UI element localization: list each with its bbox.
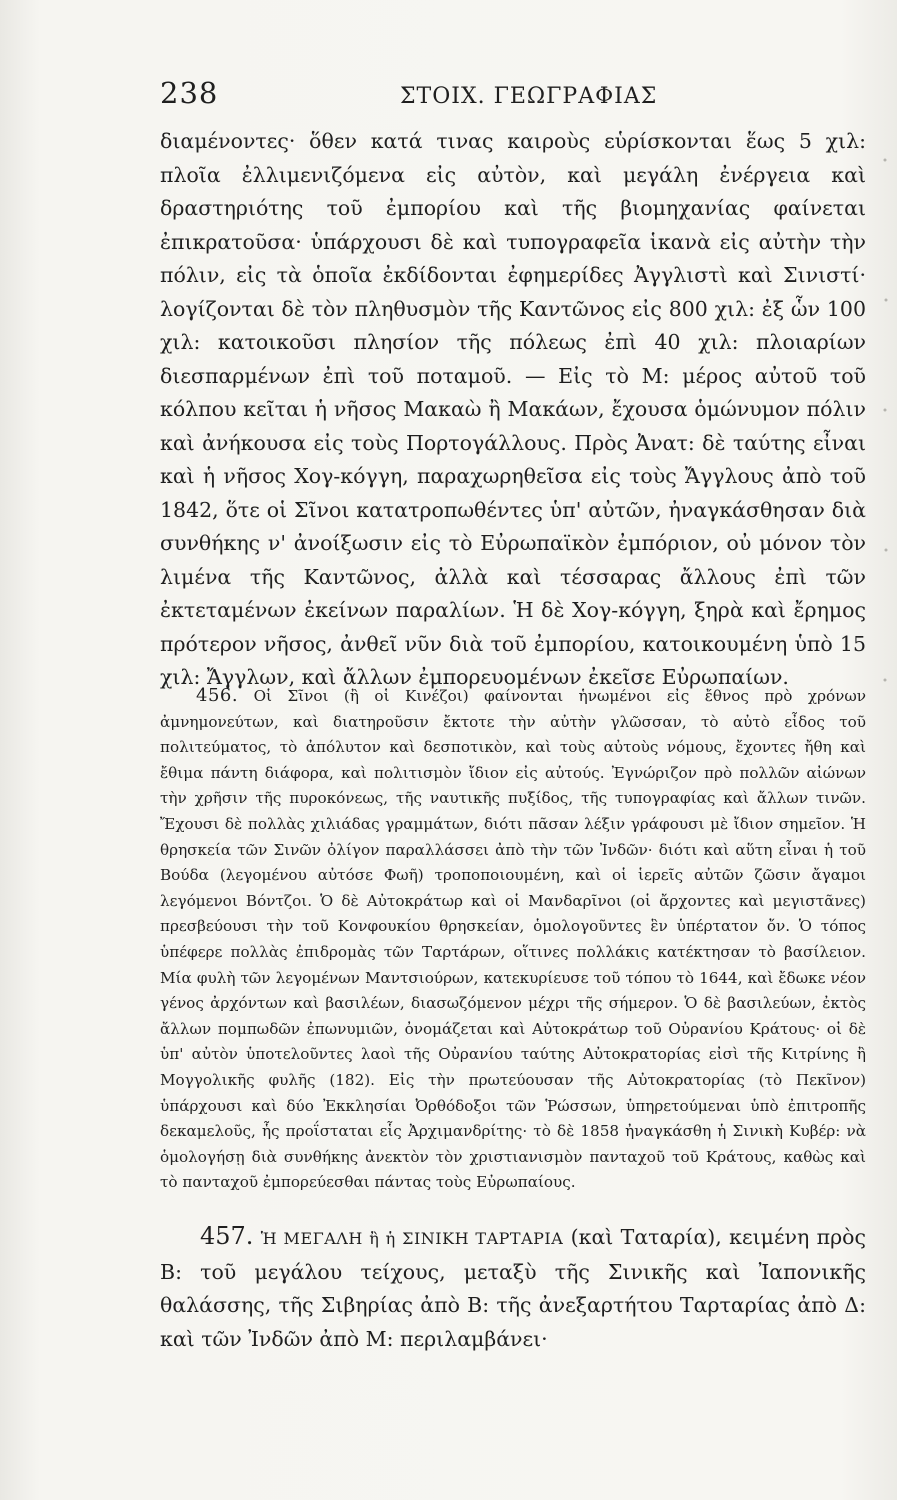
page-number: 238	[160, 76, 219, 110]
section-457-paragraph	[160, 1220, 866, 1356]
page-edge-marks	[879, 120, 891, 720]
section-456	[160, 683, 866, 1196]
main-paragraph-block	[160, 125, 866, 695]
section-457	[160, 1220, 866, 1356]
section-456-text: Οἱ Σῖνοι (ἢ οἱ Κινέζοι) φαίνονται ἡνωμένοι εἰς ἔθνος πρὸ χρόνων ἀμνημονεύτων, καὶ διατηροῦσιν ἔκτοτε τὴν αὐτὴν γλῶσσαν, τὸ αὐτὸ εἶδος τοῦ πολιτεύματος, τὸ ἀπόλυτον καὶ δεσποτικὸν, καὶ τοὺς αὐτοὺς νόμους, ἔχοντες ἤθη καὶ ἔθιμα πάντη διάφορα, καὶ πολιτισμὸν ἴδιον εἰς αὐτούς. Ἐγνώριζον πρὸ πολλῶν αἰώνων τὴν χρῆσιν τῆς πυροκόνεως, τῆς ναυτικῆς πυξίδος, τῆς τυπογραφίας καὶ ἄλλων τινῶν. Ἔχουσι δὲ πολλὰς χιλιάδας γραμμάτων, διότι πᾶσαν λέξιν γράφουσι μὲ ἴδιον σημεῖον. Ἡ θρησκεία τῶν Σινῶν ὀλίγον παραλλάσσει ἀπὸ τὴν τῶν Ἰνδῶν· διότι καὶ αὕτη εἶναι ἡ τοῦ Βούδα (λεγομένου αὐτόσε Φωῆ) τροποποιουμένη, καὶ οἱ ἱερεῖς αὐτῶν ζῶσιν ἄγαμοι λεγόμενοι Βόντζοι. Ὁ δὲ Αὐτοκράτωρ καὶ οἱ Μανδαρῖνοι (οἱ ἄρχοντες καὶ μεγιστᾶνες) πρεσβεύουσι τὴν τοῦ Κονφουκίου θρησκείαν, ὁμολογοῦντες ἓν ὑπέρτατον ὄν. Ὁ τόπος ὑπέφερε πολλὰς ἐπιδρομὰς τῶν Ταρτάρων, οἵτινες πολλάκις κατέκτησαν τὸ βασίλειον. Μία φυλὴ τῶν λεγομένων Μαντσιούρων, κατεκυρίευσε τοῦ τόπου τὸ 1644, καὶ ἔδωκε νέον γένος ἀρχόντων καὶ βασιλέων, διασωζόμενον μέχρι τῆς σήμερον. Ὁ δὲ βασιλεύων, ἐκτὸς ἄλλων πομπωδῶν ἐπωνυμιῶν, ὀνομάζεται καὶ Αὐτοκράτωρ τοῦ Οὐρανίου Κράτους· οἱ δὲ ὑπ' αὐτὸν ὑποτελοῦντες λαοὶ τῆς Οὐρανίου ταύτης Αὐτοκρατορίας εἰσὶ τῆς Κιτρίνης ἢ Μογγολικῆς φυλῆς (182). Εἰς τὴν πρωτεύουσαν τῆς Αὐτοκρατορίας (τὸ Πεκῖνον) ὑπάρχουσι καὶ δύο Ἐκκλησίαι Ὀρθόδοξοι τῶν Ῥώσσων, ὑπηρετούμεναι ὑπὸ ἐπιτροπῆς δεκαμελοῦς, ἧς προΐσταται εἷς Ἀρχιμανδρίτης· τὸ δὲ 1858 ἠναγκάσθη ἡ Σινικὴ Κυβέρ: νὰ ὁμολογήσῃ διὰ συνθήκης ἀνεκτὸν τὸν χριστιανισμὸν πανταχοῦ τοῦ Κράτους, καθὼς καὶ τὸ πανταχοῦ ἐμπορεύεσθαι πάντας τοὺς Εὐρωπαίους.	[160, 687, 867, 1192]
running-head: ΣΤΟΙΧ. ΓΕΩΓΡΑΦΙΑΣ	[400, 84, 658, 109]
section-456-paragraph	[160, 683, 866, 1196]
section-457-text: (καὶ Ταταρία), κειμένη πρὸς Β: τοῦ μεγάλου τείχους, μεταξὺ τῆς Σινικῆς καὶ Ἰαπονικῆς θαλάσσης, τῆς Σιβηρίας ἀπὸ Β: τῆς ἀνεξαρτήτου Ταρταρίας ἀπὸ Δ: καὶ τῶν Ἰνδῶν ἀπὸ Μ: περιλαμβάνει·	[160, 1225, 866, 1351]
section-457-number: 457.	[200, 1222, 254, 1250]
section-456-number: 456.	[196, 685, 239, 706]
section-457-heading: Ἡ ΜΕΓΑΛΗ ἢ ἡ ΣΙΝΙΚΗ ΤΑΡΤΑΡΙΑ	[260, 1229, 564, 1248]
page-header	[160, 68, 800, 118]
main-paragraph: διαμένοντες· ὅθεν κατά τινας καιροὺς εὑρίσκονται ἕως 5 χιλ: πλοῖα ἐλλιμενιζόμενα εἰς αὐτὸν, καὶ μεγάλη ἐνέργεια καὶ δραστηριότης τοῦ ἐμπορίου καὶ τῆς βιομηχανίας φαίνεται ἐπικρατοῦσα· ὑπάρχουσι δὲ καὶ τυπογραφεῖα ἱκανὰ εἰς αὐτὴν τὴν πόλιν, εἰς τὰ ὁποῖα ἐκδίδονται ἐφημερίδες Ἀγγλιστὶ καὶ Σινιστί· λογίζονται δὲ τὸν πληθυσμὸν τῆς Καντῶνος εἰς 800 χιλ: ἐξ ὧν 100 χιλ: κατοικοῦσι πλησίον τῆς πόλεως ἐπὶ 40 χιλ: πλοιαρίων διεσπαρμένων ἐπὶ τοῦ ποταμοῦ. — Εἰς τὸ Μ: μέρος αὐτοῦ τοῦ κόλπου κεῖται ἡ νῆσος Μακαὼ ἢ Μακάων, ἔχουσα ὁμώνυμον πόλιν καὶ ἀνήκουσα εἰς τοὺς Πορτογάλλους. Πρὸς Ἀνατ: δὲ ταύτης εἶναι καὶ ἡ νῆσος Χογ-κόγγη, παραχωρηθεῖσα εἰς τοὺς Ἄγγλους ἀπὸ τοῦ 1842, ὅτε οἱ Σῖνοι κατατροπωθέντες ὑπ' αὐτῶν, ἠναγκάσθησαν διὰ συνθήκης ν' ἀνοίξωσιν εἰς τὸ Εὐρωπαϊκὸν ἐμπόριον, οὐ μόνον τὸν λιμένα τῆς Καντῶνος, ἀλλὰ καὶ τέσσαρας ἄλλους ἐπὶ τῶν ἐκτεταμένων ἐκείνων παραλίων. Ἡ δὲ Χογ-κόγγη, ξηρὰ καὶ ἔρημος πρότερον νῆσος, ἀνθεῖ νῦν διὰ τοῦ ἐμπορίου, κατοικουμένη ὑπὸ 15 χιλ: Ἄγγλων, καὶ ἄλλων ἐμπορευομένων ἐκεῖσε Εὐρωπαίων.	[160, 129, 866, 689]
